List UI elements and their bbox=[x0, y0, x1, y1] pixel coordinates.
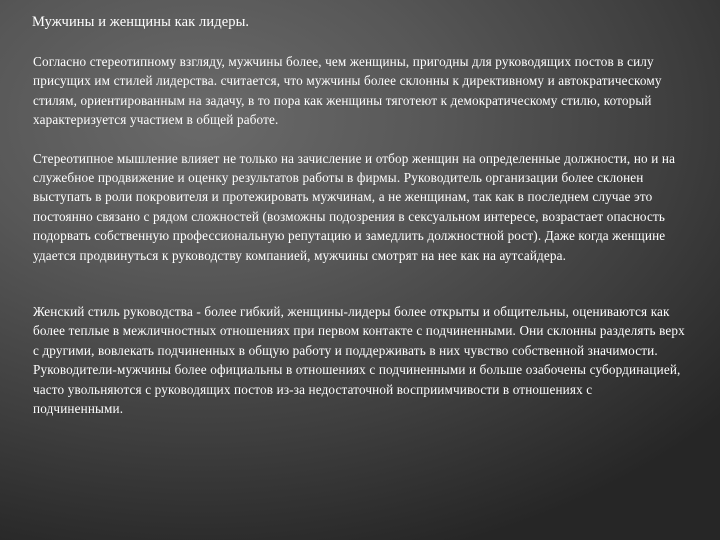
paragraph-stereotype-thinking: Стереотипное мышление влияет не только на зачисление и отбор женщин на определенные должности, но и на служебное продвижение и оценку результатов работы в фирмы. Руководитель организации более склонен выступать в роли покровителя и протежировать мужчинам, а не женщинам, так как в последнем случае это постоянно связано с рядом сложностей (возможны подозрения в сексуальном интересе, возрастает опасность подорвать собственную профессиональную репутацию и замедлить должностной рост). Даже когда женщине удается продвинуться к руководству компанией, мужчины смотрят на нее как на аутсайдера. bbox=[33, 150, 676, 263]
paragraph-female-style: Женский стиль руководства - более гибкий, женщины-лидеры более открыты и общительны, оцениваются как более теплые в межличностных отношениях при первом контакте с подчиненными. Они склонны разделять верх с другими, вовлекать подчиненных в общую работу и поддерживать в них чувство собственной значимости. Руководители-мужчины более официальны в отношениях с подчиненными и больше озабочены субординацией, часто увольняются с руководящих постов из-за недостаточной восприимчивости в отношениях с подчиненными. bbox=[33, 304, 685, 417]
paragraph-stereotype-view: Согласно стереотипному взгляду, мужчины более, чем женщины, пригодны для руководящих постов в силу присущих им стилей лидерства. считается, что мужчины более склонны к директивному и автократическому стилям, ориентированным на задачу, в то пора как женщины тяготеют к демократическому стилю, который характеризуется участием в общей работе. bbox=[33, 54, 662, 128]
slide-body bbox=[33, 52, 685, 419]
slide-title: Мужчины и женщины как лидеры. bbox=[32, 14, 250, 30]
